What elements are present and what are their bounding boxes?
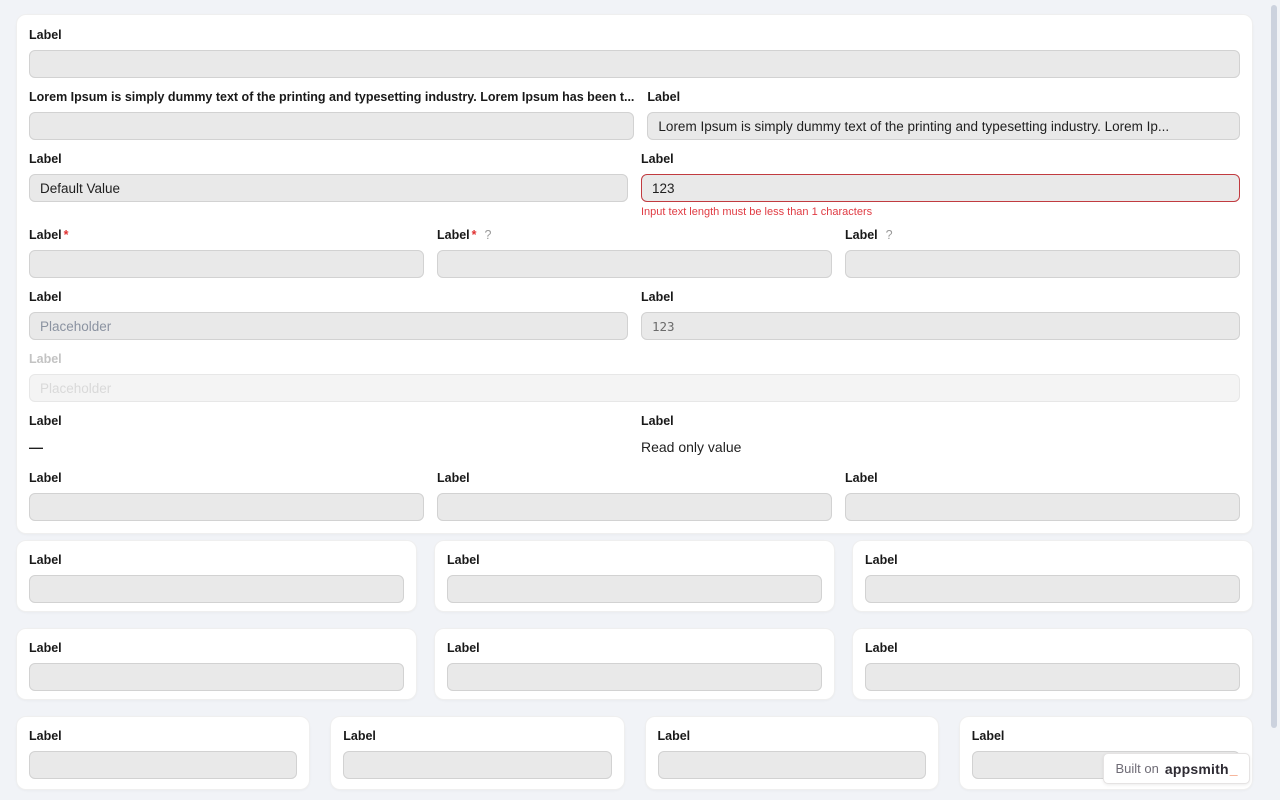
field-long-value [647,90,1240,140]
text-input[interactable] [845,250,1240,278]
field-label: Label [865,641,898,655]
text-input[interactable] [29,493,424,521]
field-row [29,90,1240,140]
field-placeholder [29,290,628,340]
field-plain [845,471,1240,521]
field-label: Label [343,729,376,743]
input-widget-card [852,628,1253,700]
field-readonly-empty [29,414,628,456]
readonly-value: — [29,439,43,455]
field-required [29,228,424,278]
text-input[interactable] [447,575,822,603]
text-input[interactable] [437,493,832,521]
card-row [16,628,1253,700]
field-label: Label [641,290,674,304]
text-input[interactable] [865,575,1240,603]
field-row-disabled [29,352,1240,402]
text-input[interactable] [29,50,1240,78]
vertical-scrollbar[interactable] [1271,0,1277,800]
field-label: Label [447,553,480,567]
input-widget-card [16,628,417,700]
field-label: Label [641,414,674,428]
help-tooltip-icon[interactable]: ? [885,228,893,242]
field-row [29,152,1240,219]
field-label: Label [845,228,878,242]
text-input[interactable] [29,663,404,691]
field-with-error [641,152,1240,219]
text-input[interactable] [343,751,611,779]
field-label: Label [447,641,480,655]
input-widget-card [852,540,1253,612]
card-row [16,540,1253,612]
field-label: Label [845,471,878,485]
text-input[interactable] [658,751,926,779]
readonly-value: Read only value [641,439,742,455]
disabled-text-input [29,374,1240,402]
input-widget-card [330,716,624,790]
field-label: Label [29,729,62,743]
text-input[interactable] [29,751,297,779]
text-input[interactable] [29,250,424,278]
logo-cursor-underscore: _ [1229,760,1238,777]
field-long-label [29,90,634,140]
field-label: Label [437,471,470,485]
invalid-text-input[interactable] [641,174,1240,202]
input-widget-card [16,540,417,612]
field-label: Label [971,729,1005,743]
text-input[interactable] [865,663,1240,691]
field-label: Label [29,28,62,42]
field-number [641,290,1240,340]
input-widget-card [434,540,835,612]
field-required-help [437,228,832,278]
field-plain [29,471,424,521]
field-row [29,471,1240,521]
text-input[interactable] [437,250,832,278]
field-row [29,28,1240,78]
validation-error-text: Input text length must be less than 1 characters [641,206,873,218]
required-asterisk: * [471,228,477,242]
text-input[interactable] [447,663,822,691]
field-label: Label [865,553,898,567]
number-input[interactable] [641,312,1240,340]
scrollbar-thumb[interactable] [1271,5,1277,728]
field-label: Label [29,471,62,485]
field-row [29,290,1240,340]
card-row [16,716,1253,790]
field-label: Lorem Ipsum is simply dummy text of the printing and typesetting industry. Lorem Ipsum has been t... [29,90,635,104]
field-label: Label [641,152,674,166]
required-asterisk: * [63,228,69,242]
field-label: Label [29,414,62,428]
field-label: Label [29,290,62,304]
badge-prefix-text: Built on [1115,761,1159,776]
field-label: Label [647,90,681,104]
field-label: Label [29,352,62,366]
field-label: Label [657,729,691,743]
field-default-value [29,152,628,219]
field-label: Label [437,228,470,242]
field-row [29,228,1240,278]
field-label: Label [29,228,62,242]
field-row [29,414,1240,456]
appsmith-logo-text: appsmith [1164,760,1229,777]
field-label: Label [29,553,62,567]
built-on-appsmith-badge[interactable] [1103,753,1250,784]
input-widget-card [16,716,310,790]
field-plain [437,471,832,521]
text-input[interactable] [845,493,1240,521]
field-label: Label [29,152,62,166]
input-widget-card [645,716,939,790]
help-tooltip-icon[interactable]: ? [484,228,492,242]
text-input[interactable] [29,174,628,202]
text-input[interactable] [29,312,628,340]
text-input[interactable] [29,112,634,140]
field-label: Label [29,641,62,655]
field-readonly [641,414,1240,456]
text-input[interactable] [647,112,1240,140]
input-widget-card [434,628,835,700]
form-card [16,14,1253,534]
field-help [845,228,1240,278]
text-input[interactable] [29,575,404,603]
